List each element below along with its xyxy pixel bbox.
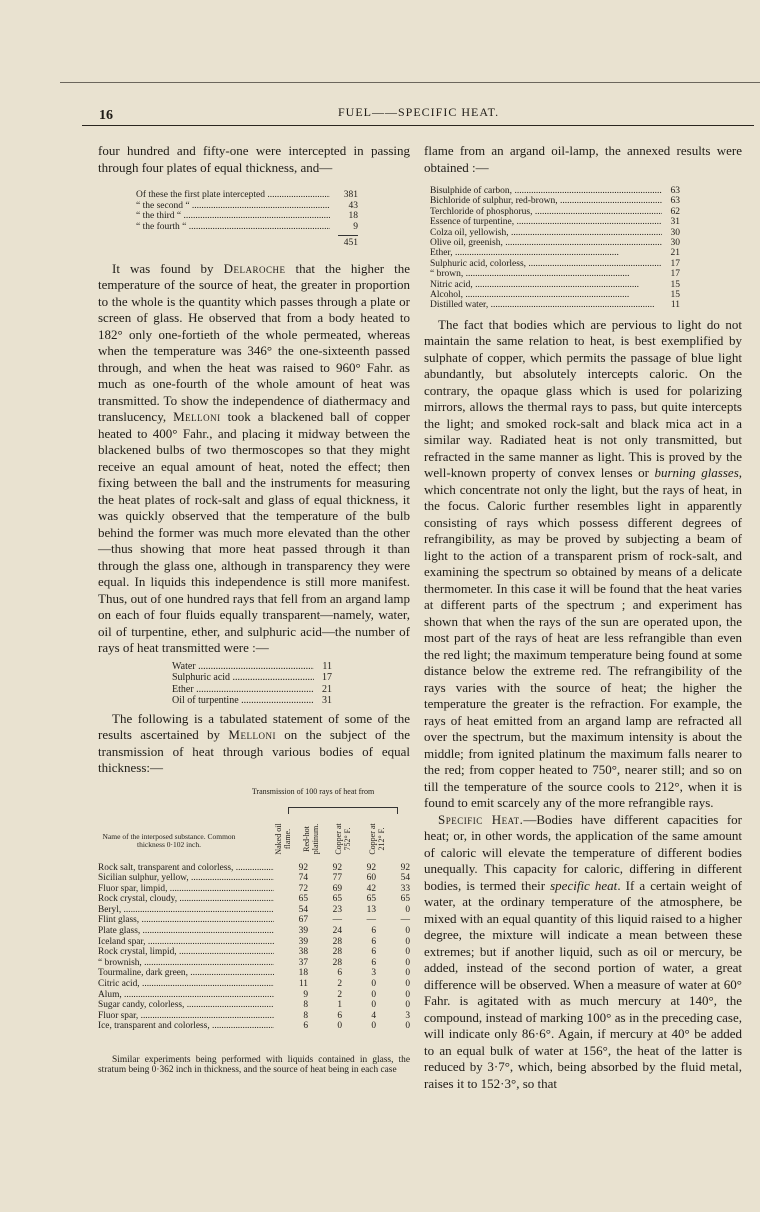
- column-header: Red-hot platinum.: [302, 823, 320, 854]
- list-item: Water ..... 11: [172, 661, 332, 673]
- left-column: [98, 143, 410, 1127]
- table-row: [98, 894, 410, 905]
- list-item: “ the third “ ..... 18: [136, 211, 358, 222]
- table-cell-value: 18: [298, 968, 308, 979]
- table-cell-value: 0: [371, 989, 376, 1000]
- list-item: “ brown, ..... 17: [430, 269, 680, 279]
- table-cell-value: 11: [298, 979, 308, 990]
- table-row: [98, 947, 410, 958]
- list-item: Alcohol, ..... 15: [430, 290, 680, 300]
- table-cell-value: 39: [298, 926, 308, 937]
- table-cell-value: 92: [298, 862, 308, 873]
- table-row: [98, 937, 410, 948]
- right-paragraph-1: The fact that bodies which are pervious to light do not maintain the same relation to heat, is best exemplified by sulphate of copper, which permits the passage of blue light abundantly, but absolutely intercepts caloric. On the contrary, the opaque glass which is used for polarizing mirrors, allows the thermal rays to pass, but quite intercepts the light; and smoked rock-salt and black mica act in a similar way. Radiated heat is not only transmitted, but refracted in the same manner as light. This is proved by the well-known property of convex lenses or burning glasses, which concentrate not only the light, but the rays of heat, in the focus. Caloric further resembles light in apparently consisting of rays which possess different degrees of refrangibility, as may be proved by subjecting a beam of light to the action of a transparent prism of rock-salt, and examining the spectrum so obtained by means of a delicate thermometer. In this case it will be found that the heat varies at different parts of the spectrum ; and experiment has shown that when the rays of the sun are operated upon, the most part of the rays of heat are less refrangible than even the red light; the maximum temperature being found at some distance below the extreme red. The refrangibility of the rays varies with the source of heat; the higher the temperature the greater is the refraction. For example, the rays of heat emitted from an argand lamp are refracted all over the spectrum, but the maximum intensity is about the middle; from ignited platinum the maximum falls nearer to the red; from copper heated to 750°, nearer still; and so on till the temperature of the source cools to 212°, when it is found to emit scarcely any of the more refrangible rays.: [424, 316, 743, 811]
- header-rule: [82, 125, 754, 126]
- table-cell-value: —: [366, 915, 376, 926]
- left-tail-paragraph: Similar experiments being performed with liquids contained in glass, the stratum being 0·362 inch in thickness, and the source of heat being in each case: [98, 1054, 410, 1075]
- header-brace: [288, 807, 398, 814]
- table-cell-name: Rock crystal, limpid, .....: [98, 947, 274, 958]
- list-item: Sulphuric acid, colorless, ..... 17: [430, 259, 680, 269]
- table-row: [98, 1021, 410, 1032]
- left-paragraph-1: It was found by Delaroche that the higher the temperature of the source of heat, the greater in proportion to the whole is the quantity which passes through a plate or screen of glass. He observed that from a body heated to 182° only one-fortieth of the whole permeated, whereas when the temperature was 346° the one-sixteenth passed through, and when the heat was raised to 960° Fahr. as much as one-fourth of the whole amount of heat was transmitted. To show the independence of diathermacy and translucency, Melloni took a blackened ball of copper heated to 400° Fahr., and placing it midway between the blackened bulbs of two thermoscopes so that they might receive an equal amount of heat, noted the effect; then fixing between the ball and the instruments for measuring the heat plates of rock-salt and glass of equal thickness, it was quickly observed that the temperature of the bulb behind the former was much more elevated than the other—thus showing that more heat passed through it than through the glass one, although in transparency they were equal. In liquids this independence is still more manifest. Thus, out of one hundred rays that fell from an argand lamp on each of four fluids equally transparent—namely, water, oil of turpentine, ether, and sulphuric acid—the number of rays of heat transmitted were :—: [98, 260, 410, 655]
- list-item: Colza oil, yellowish, ..... 30: [430, 228, 680, 238]
- table-cell-value: 6: [371, 926, 376, 937]
- table-cell-value: 42: [366, 883, 376, 894]
- column-header: Naked oil flame.: [274, 822, 292, 855]
- table-cell-name: Beryl, .....: [98, 905, 274, 916]
- list-item: Olive oil, greenish, ..... 30: [430, 238, 680, 248]
- column-header: Copper at 752° F.: [334, 822, 352, 855]
- list-item: Oil of turpentine ..... 31: [172, 695, 332, 707]
- table-cell-value: 33: [400, 883, 410, 894]
- table-cell-name: Fluor spar, .....: [98, 1011, 274, 1022]
- plates-total: 451: [338, 235, 358, 249]
- table-cell-value: 0: [405, 989, 410, 1000]
- table-cell-name: Sugar candy, colorless, .....: [98, 1000, 274, 1011]
- table-cell-value: 6: [337, 1010, 342, 1021]
- table-cell-value: 38: [298, 947, 308, 958]
- name-column-header: Name of the interposed substance. Common thickness 0·102 inch.: [102, 831, 236, 849]
- table-cell-value: 0: [405, 979, 410, 990]
- table-caption: Transmission of 100 rays of heat from: [251, 786, 375, 796]
- table-cell-value: 28: [332, 936, 342, 947]
- table-cell-name: Rock crystal, cloudy, .....: [98, 894, 274, 905]
- table-cell-value: 69: [332, 883, 342, 894]
- table-row: [98, 905, 410, 916]
- table-row: [98, 990, 410, 1001]
- table-cell-name: Ice, transparent and colorless, .....: [98, 1021, 274, 1032]
- table-cell-value: 65: [298, 894, 308, 905]
- table-cell-name: Sicilian sulphur, yellow, .....: [98, 873, 274, 884]
- table-cell-value: 24: [332, 926, 342, 937]
- table-cell-name: Flint glass, .....: [98, 915, 274, 926]
- plates-list: [136, 190, 358, 249]
- table-row: [98, 915, 410, 926]
- left-intro: four hundred and fifty-one were intercepted in passing through four plates of equal thickness, and—: [98, 143, 410, 175]
- table-cell-value: 65: [400, 894, 410, 905]
- table-cell-value: 0: [371, 1021, 376, 1032]
- table-row: [98, 873, 410, 884]
- table-cell-value: 54: [298, 904, 308, 915]
- table-cell-value: 37: [298, 957, 308, 968]
- right-paragraph-2: Specific Heat.—Bodies have different capacities for heat; or, in other words, the application of the same amount of caloric will elevate the temperature of different bodies unequally. This capacity for caloric, differing in different bodies, is termed their specific heat. If a certain weight of water, at the ordinary temperature of the atmosphere, be mixed with an equal quantity of this liquid raised to a higher degree, the mixture will indicate a mean between these extremes; but if another liquid, such as oil or mercury, be added, instead of the second portion of water, a great difference will be observed. When a measure of water at 60° Fahr. is agitated with as much mercury at 140°, the compound, instead of marking 100° as in the preceding case, will indicate only 86·6°. Again, if mercury at 40° be added to an equal bulk of water at 156°, the heat of the latter is reduced by 3·7°, which, being absorbed by the fluid metal, raises it to 152·3°, so that: [424, 811, 742, 1091]
- list-item: Essence of turpentine, ..... 31: [430, 217, 680, 227]
- table-cell-value: 23: [332, 904, 342, 915]
- running-head: FUEL——SPECIFIC HEAT.: [338, 105, 500, 119]
- list-item: “ the second “ ..... 43: [136, 201, 358, 212]
- table-cell-value: 54: [400, 873, 410, 884]
- table-cell-value: 92: [366, 862, 376, 873]
- table-cell-value: 6: [371, 957, 376, 968]
- table-cell-value: 3: [405, 1010, 410, 1021]
- table-cell-value: —: [400, 915, 410, 926]
- list-item: Of these the first plate intercepted ..... 381: [136, 190, 358, 201]
- table-cell-value: 72: [298, 883, 308, 894]
- table-cell-value: 0: [405, 904, 410, 915]
- table-row: [98, 1000, 410, 1011]
- table-cell-value: 8: [303, 1010, 308, 1021]
- table-cell-value: 0: [405, 1021, 410, 1032]
- table-cell-value: 2: [337, 989, 342, 1000]
- table-cell-value: 67: [298, 915, 308, 926]
- table-cell-value: 74: [298, 873, 308, 884]
- table-cell-value: 6: [371, 947, 376, 958]
- list-item: Ether ..... 21: [172, 684, 332, 696]
- table-cell-value: 0: [405, 936, 410, 947]
- table-cell-name: Fluor spar, limpid, .....: [98, 884, 274, 895]
- transmission-table: [98, 787, 410, 1127]
- list-item: Nitric acid, ..... 15: [430, 280, 680, 290]
- table-cell-name: Plate glass, .....: [98, 926, 274, 937]
- table-row: [98, 968, 410, 979]
- table-cell-name: Rock salt, transparent and colorless, .....: [98, 863, 274, 874]
- table-cell-name: Iceland spar, .....: [98, 937, 274, 948]
- list-item: Terchloride of phosphorus, ..... 62: [430, 207, 680, 217]
- top-rule: [60, 82, 760, 83]
- table-cell-value: 65: [366, 894, 376, 905]
- right-intro: flame from an argand oil-lamp, the annexed results were obtained :—: [424, 143, 742, 175]
- table-cell-value: 0: [371, 1000, 376, 1011]
- table-cell-value: 0: [405, 926, 410, 937]
- list-item: “ the fourth “ ..... 9: [136, 222, 358, 233]
- table-row: [98, 1011, 410, 1022]
- table-cell-value: 39: [298, 936, 308, 947]
- table-cell-value: 1: [337, 1000, 342, 1011]
- table-cell-value: 60: [366, 873, 376, 884]
- table-cell-value: 0: [371, 979, 376, 990]
- column-header: Copper at 212° F.: [368, 822, 386, 855]
- table-cell-value: 0: [337, 1021, 342, 1032]
- list-item: Bichloride of sulphur, red-brown, ..... 63: [430, 196, 680, 206]
- right-column: [424, 143, 742, 1092]
- table-cell-value: 77: [332, 873, 342, 884]
- list-item: Ether, ..... 21: [430, 248, 680, 258]
- table-cell-name: Alum, .....: [98, 990, 274, 1001]
- table-cell-value: 0: [405, 968, 410, 979]
- left-paragraph-2: The following is a tabulated statement of some of the results ascertained by Melloni on the subject of the transmission of heat through various bodies of equal thickness:—: [98, 710, 410, 775]
- table-cell-value: 6: [303, 1021, 308, 1032]
- table-cell-value: 0: [405, 957, 410, 968]
- table-cell-name: Tourmaline, dark green, .....: [98, 968, 274, 979]
- table-cell-value: 13: [366, 904, 376, 915]
- table-cell-value: 2: [337, 979, 342, 990]
- table-cell-value: 6: [337, 968, 342, 979]
- list-item: Distilled water, ..... 11: [430, 300, 680, 310]
- page-number: 16: [99, 108, 113, 123]
- liquids-list: [430, 186, 680, 311]
- list-item: Bisulphide of carbon, ..... 63: [430, 186, 680, 196]
- table-body: [98, 863, 410, 1033]
- table-cell-value: 28: [332, 957, 342, 968]
- table-row: [98, 863, 410, 874]
- table-cell-name: “ brownish, .....: [98, 958, 274, 969]
- table-row: [98, 979, 410, 990]
- table-cell-value: 6: [371, 936, 376, 947]
- table-row: [98, 926, 410, 937]
- table-cell-value: —: [332, 915, 342, 926]
- table-cell-value: 92: [400, 862, 410, 873]
- table-header: [98, 787, 410, 859]
- list-item: Sulphuric acid ..... 17: [172, 672, 332, 684]
- fluids-list: [172, 661, 332, 707]
- table-row: [98, 958, 410, 969]
- table-cell-value: 4: [371, 1010, 376, 1021]
- table-cell-name: Citric acid, .....: [98, 979, 274, 990]
- table-cell-value: 28: [332, 947, 342, 958]
- table-cell-value: 9: [303, 989, 308, 1000]
- table-cell-value: 3: [371, 968, 376, 979]
- table-cell-value: 92: [332, 862, 342, 873]
- table-cell-value: 65: [332, 894, 342, 905]
- table-cell-value: 0: [405, 947, 410, 958]
- table-row: [98, 884, 410, 895]
- table-cell-value: 8: [303, 1000, 308, 1011]
- table-cell-value: 0: [405, 1000, 410, 1011]
